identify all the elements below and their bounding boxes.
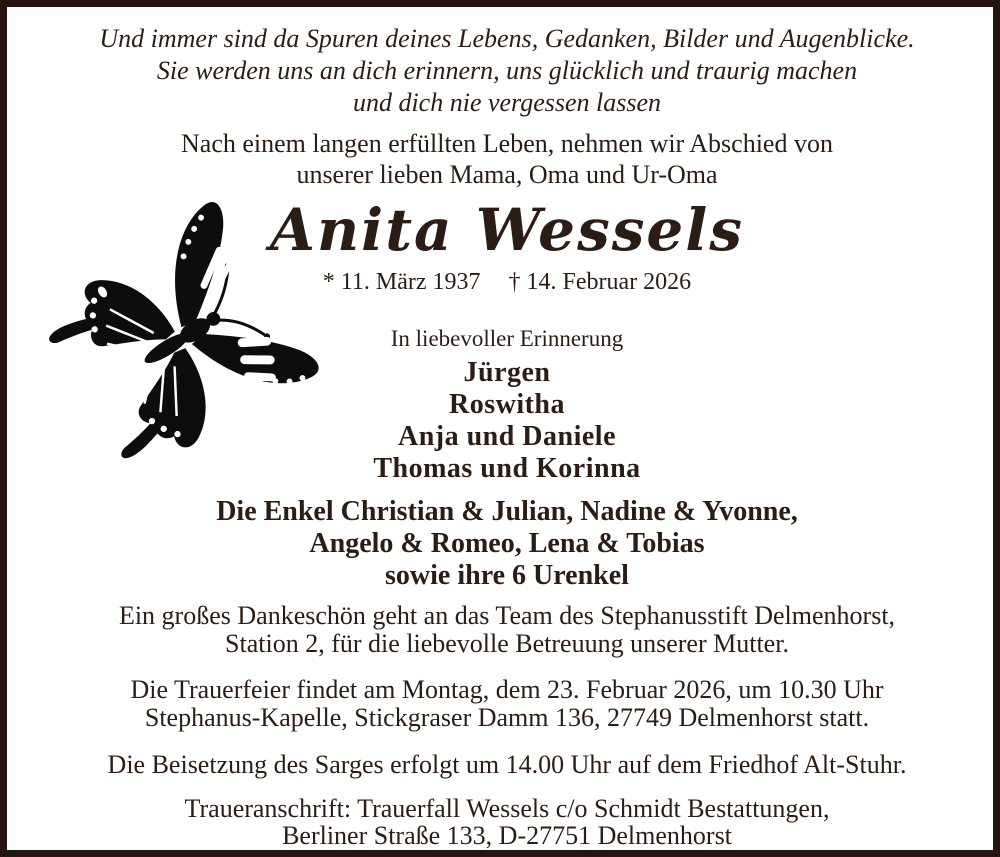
grandchildren-line: sowie ihre 6 Urenkel — [385, 560, 629, 591]
quote-line: und dich nie vergessen lassen — [352, 88, 662, 117]
farewell-intro — [7, 128, 1000, 190]
quote-line: Sie werden uns an dich erinnern, uns glücklich und traurig machen — [156, 56, 858, 85]
grandchildren-line: Angelo & Romeo, Lena & Tobias — [309, 528, 705, 559]
family-name: Roswitha — [448, 389, 565, 420]
quote-line: Und immer sind da Spuren deines Lebens, Gedanken, Bilder und Augenblicke. — [99, 24, 915, 53]
intro-line: unserer lieben Mama, Oma und Ur-Oma — [296, 160, 718, 189]
burial-paragraph: Die Beisetzung des Sarges erfolgt um 14.00 Uhr auf dem Friedhof Alt-Stuhr. — [107, 750, 907, 779]
mourning-address — [7, 795, 1000, 849]
deceased-name: Anita Wessels — [270, 196, 744, 264]
family-name: Jürgen — [463, 357, 551, 388]
address-line: Traueranschrift: Trauerfall Wessels c/o Schmidt Bestattungen, — [184, 794, 830, 823]
birth-date: * 11. März 1937 — [322, 269, 481, 295]
funeral-line: Stephanus-Kapelle, Stickgraser Damm 136, 27749 Delmenhorst statt. — [144, 703, 870, 732]
grandchildren-section — [7, 496, 1000, 592]
butterfly-icon — [15, 199, 355, 494]
thanks-line: Ein großes Dankeschön geht an das Team des Stephanusstift Delmenhorst, — [118, 601, 896, 630]
funeral-line: Die Trauerfeier findet am Montag, dem 23. Februar 2026, um 10.30 Uhr — [130, 675, 884, 704]
family-name: Thomas und Korinna — [373, 453, 641, 484]
grandchildren-line: Die Enkel Christian & Julian, Nadine & Yvonne, — [216, 496, 798, 527]
memorial-heading: In liebevoller Erinnerung — [390, 326, 624, 351]
thanks-line: Station 2, für die liebevolle Betreuung unserer Mutter. — [225, 629, 789, 658]
thanks-paragraph — [7, 602, 1000, 658]
address-line: Berliner Straße 133, D-27751 Delmenhorst — [282, 821, 732, 850]
funeral-service-paragraph — [7, 676, 1000, 732]
death-date: † 14. Februar 2026 — [508, 269, 692, 295]
intro-line: Nach einem langen erfüllten Leben, nehmen wir Abschied von — [181, 129, 833, 158]
memorial-quote — [7, 23, 1000, 119]
family-name: Anja und Daniele — [397, 421, 617, 452]
